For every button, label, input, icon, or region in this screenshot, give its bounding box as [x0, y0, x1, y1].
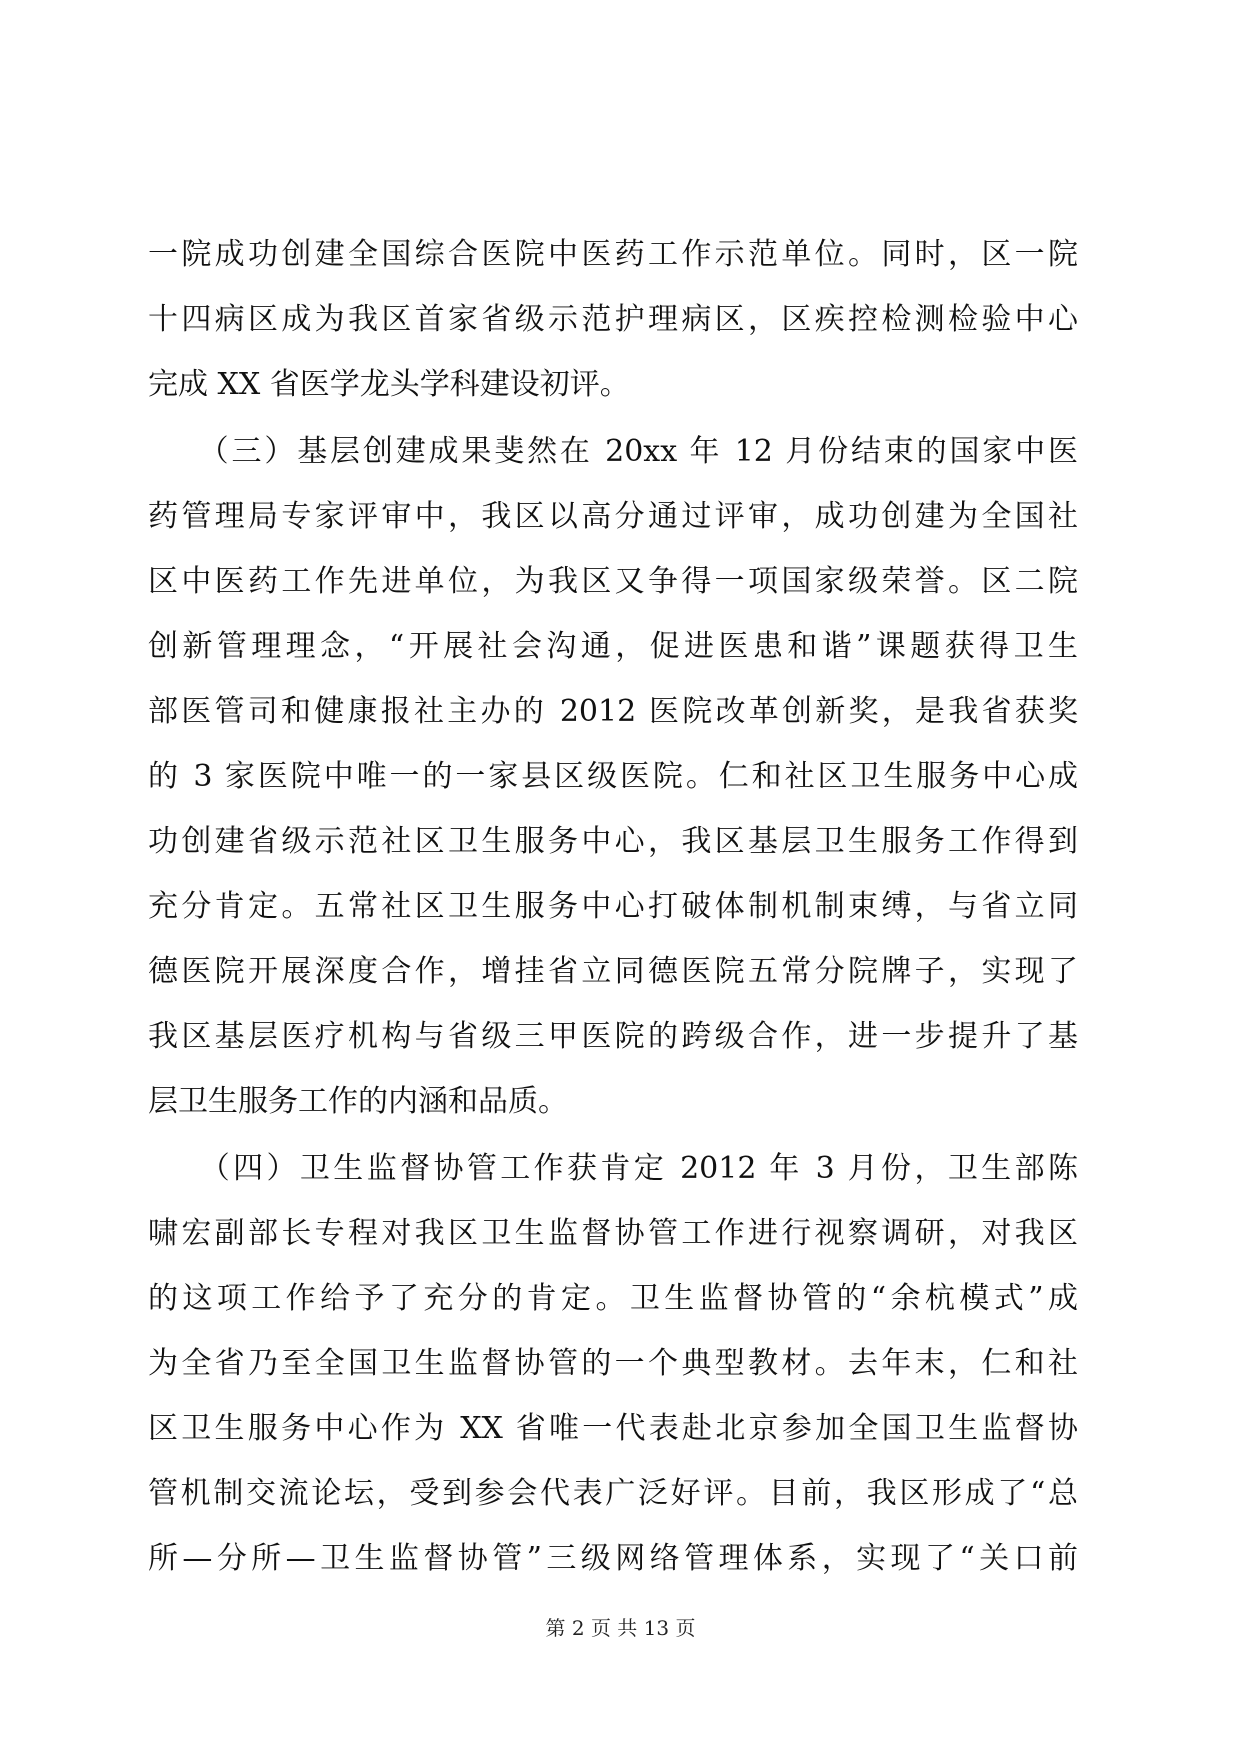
text-line: 药管理局专家评审中，我区以高分通过评审，成功创建为全国社 [148, 499, 1078, 534]
text-line: 创新管理理念，“开展社会沟通，促进医患和谐”课题获得卫生 [148, 629, 1078, 664]
text-line: 我区基层医疗机构与省级三甲医院的跨级合作，进一步提升了基 [148, 1019, 1078, 1054]
text-line: 一院成功创建全国综合医院中医药工作示范单位。同时，区一院 [148, 237, 1078, 272]
paragraph [148, 1136, 1078, 1591]
page-number-footer: 第 2 页 共 13 页 [545, 1616, 696, 1640]
text-line: （四）卫生监督协管工作获肯定 2012 年 3 月份，卫生部陈 [148, 1151, 1078, 1186]
text-line: 啸宏副部长专程对我区卫生监督协管工作进行视察调研，对我区 [148, 1216, 1078, 1251]
text-line: 的 3 家医院中唯一的一家县区级医院。仁和社区卫生服务中心成 [148, 759, 1078, 794]
text-line: 所—分所—卫生监督协管”三级网络管理体系，实现了“关口前 [148, 1541, 1078, 1576]
text-line: 德医院开展深度合作，增挂省立同德医院五常分院牌子，实现了 [148, 954, 1078, 989]
text-line: 功创建省级示范社区卫生服务中心，我区基层卫生服务工作得到 [148, 824, 1078, 859]
text-line: 部医管司和健康报社主办的 2012 医院改革创新奖，是我省获奖 [148, 694, 1078, 729]
body-text [148, 222, 1078, 1591]
text-line: 层卫生服务工作的内涵和品质。 [148, 1084, 568, 1119]
text-line: 十四病区成为我区首家省级示范护理病区，区疾控检测检验中心 [148, 302, 1078, 337]
paragraph [148, 222, 1078, 417]
text-line: 充分肯定。五常社区卫生服务中心打破体制机制束缚，与省立同 [148, 889, 1078, 924]
text-line: （三）基层创建成果斐然在 20xx 年 12 月份结束的国家中医 [148, 434, 1078, 469]
paragraph [148, 419, 1078, 1134]
text-line: 区中医药工作先进单位，为我区又争得一项国家级荣誉。区二院 [148, 564, 1078, 599]
text-line: 的这项工作给予了充分的肯定。卫生监督协管的“余杭模式”成 [148, 1281, 1078, 1316]
text-line: 完成 XX 省医学龙头学科建设初评。 [148, 367, 630, 402]
text-line: 管机制交流论坛，受到参会代表广泛好评。目前，我区形成了“总 [148, 1476, 1078, 1511]
text-line: 区卫生服务中心作为 XX 省唯一代表赴北京参加全国卫生监督协 [148, 1411, 1078, 1446]
text-line: 为全省乃至全国卫生监督协管的一个典型教材。去年末，仁和社 [148, 1346, 1078, 1381]
